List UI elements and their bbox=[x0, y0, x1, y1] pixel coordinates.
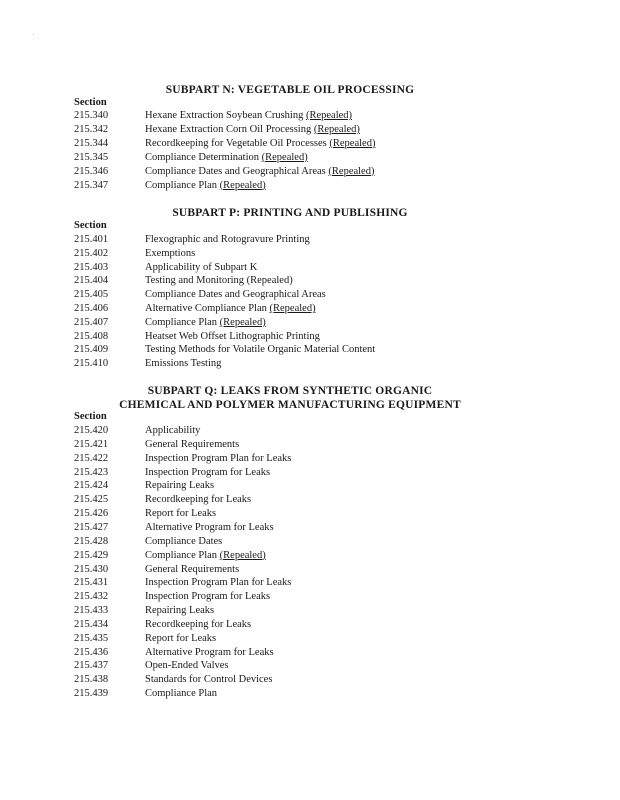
section-number: 215.424 bbox=[74, 480, 109, 492]
subpart-n-heading: SUBPART N: VEGETABLE OIL PROCESSING bbox=[165, 84, 415, 96]
section-title-text: Recordkeeping for Leaks bbox=[145, 494, 252, 506]
section-title bbox=[145, 247, 195, 261]
section-number: 215.409 bbox=[74, 344, 109, 356]
section-number: 215.402 bbox=[74, 247, 109, 259]
section-title-text: Hexane Extraction Corn Oil Processing bbox=[145, 123, 314, 135]
subpart-q-heading-line1: SUBPART Q: LEAKS FROM SYNTHETIC ORGANIC bbox=[147, 385, 433, 397]
repealed-status: (Repealed) bbox=[219, 179, 266, 191]
section-number: 215.421 bbox=[74, 438, 109, 450]
subpart-n-section-label: Section bbox=[74, 97, 107, 108]
section-title-text: Alternative Program for Leaks bbox=[145, 646, 274, 658]
section-title bbox=[145, 659, 229, 673]
section-title bbox=[145, 123, 360, 137]
section-number: 215.410 bbox=[74, 358, 109, 370]
scan-speck bbox=[33, 34, 34, 35]
section-number: 215.428 bbox=[74, 535, 109, 547]
subpart-q-heading-line2: CHEMICAL AND POLYMER MANUFACTURING EQUIPMENT bbox=[119, 399, 461, 411]
section-number: 215.435 bbox=[74, 632, 109, 644]
section-number: 215.431 bbox=[74, 577, 109, 589]
section-number: 215.345 bbox=[74, 151, 109, 163]
section-title bbox=[145, 452, 291, 466]
section-title-text: Inspection Program Plan for Leaks bbox=[145, 452, 292, 464]
section-number: 215.404 bbox=[74, 275, 109, 287]
repealed-status: (Repealed) bbox=[219, 316, 266, 328]
section-title-text: Applicability of Subpart K bbox=[145, 261, 258, 273]
section-title bbox=[145, 535, 222, 549]
section-title bbox=[145, 590, 270, 604]
section-number: 215.437 bbox=[74, 660, 109, 672]
section-number: 215.344 bbox=[74, 137, 109, 149]
section-title-text: Compliance Dates bbox=[145, 535, 223, 547]
section-title bbox=[145, 618, 251, 632]
section-title bbox=[145, 330, 320, 344]
section-title bbox=[145, 151, 308, 165]
section-title bbox=[145, 673, 272, 687]
section-title-text: Testing Methods for Volatile Organic Material Content bbox=[145, 344, 376, 356]
section-title-text: Inspection Program for Leaks bbox=[145, 466, 271, 478]
section-number: 215.347 bbox=[74, 179, 109, 191]
section-number: 215.434 bbox=[74, 618, 109, 630]
section-number: 215.436 bbox=[74, 646, 109, 658]
section-title bbox=[145, 563, 239, 577]
section-title-text: Standards for Control Devices bbox=[145, 674, 273, 686]
section-title bbox=[145, 646, 274, 660]
section-number: 215.423 bbox=[74, 466, 109, 478]
section-title bbox=[145, 274, 293, 288]
section-title-text: Heatset Web Offset Lithographic Printing bbox=[145, 330, 320, 342]
section-number: 215.406 bbox=[74, 303, 109, 314]
section-title-text: Compliance Dates and Geographical Areas bbox=[145, 289, 326, 301]
section-title-text: Compliance Plan bbox=[145, 179, 220, 191]
section-title-text: Compliance Plan bbox=[145, 688, 218, 700]
section-title bbox=[145, 261, 257, 275]
section-title bbox=[145, 302, 316, 316]
section-number: 215.403 bbox=[74, 261, 109, 273]
section-title bbox=[145, 233, 310, 247]
section-title-text: General Requirements bbox=[145, 438, 240, 450]
repealed-status: (Repealed) bbox=[219, 549, 266, 561]
section-title-text: Repairing Leaks bbox=[145, 605, 215, 617]
section-title bbox=[145, 493, 251, 507]
section-title-text: Compliance Plan bbox=[145, 316, 220, 328]
section-title bbox=[145, 343, 375, 357]
section-title-text: Compliance Determination bbox=[145, 151, 262, 163]
section-title-text: Testing and Monitoring (Repealed) bbox=[145, 275, 293, 287]
section-number: 215.426 bbox=[74, 508, 109, 520]
section-number: 215.346 bbox=[74, 165, 109, 177]
section-title bbox=[145, 165, 374, 179]
section-title-text: Compliance Plan bbox=[145, 549, 220, 561]
section-number: 215.425 bbox=[74, 494, 109, 506]
repealed-status: (Repealed) bbox=[305, 110, 353, 121]
section-title-text: Applicability bbox=[145, 425, 201, 436]
section-number: 215.422 bbox=[74, 452, 109, 464]
section-title bbox=[145, 179, 266, 193]
section-title-text: Exemptions bbox=[145, 247, 196, 259]
section-title-text: Alternative Program for Leaks bbox=[145, 521, 274, 533]
section-title-text: Repairing Leaks bbox=[145, 480, 215, 492]
section-title-text: Hexane Extraction Soybean Crushing bbox=[145, 110, 306, 121]
section-title bbox=[145, 507, 216, 521]
section-number: 215.432 bbox=[74, 591, 109, 603]
section-title-text: Report for Leaks bbox=[145, 632, 217, 644]
section-title bbox=[145, 424, 200, 438]
section-title-text: Recordkeeping for Vegetable Oil Processes bbox=[145, 137, 330, 149]
repealed-status: (Repealed) bbox=[329, 137, 376, 149]
section-title-text: Inspection Program for Leaks bbox=[145, 591, 271, 603]
section-number: 215.430 bbox=[74, 563, 109, 575]
section-title bbox=[145, 109, 352, 123]
subpart-p-section-label: Section bbox=[74, 220, 107, 231]
section-title bbox=[145, 357, 221, 371]
section-title bbox=[145, 316, 266, 330]
repealed-status: (Repealed) bbox=[328, 165, 375, 177]
section-title-text: Alternative Compliance Plan bbox=[145, 303, 270, 314]
section-title-text: Open-Ended Valves bbox=[145, 660, 229, 672]
section-number: 215.438 bbox=[74, 674, 109, 686]
section-title-text: Flexographic and Rotogravure Printing bbox=[145, 234, 310, 245]
repealed-status: (Repealed) bbox=[261, 151, 308, 163]
section-title bbox=[145, 137, 375, 151]
section-title bbox=[145, 687, 217, 701]
repealed-status: (Repealed) bbox=[269, 303, 316, 314]
section-title bbox=[145, 604, 214, 618]
section-title-text: Emissions Testing bbox=[145, 358, 222, 370]
section-title bbox=[145, 521, 274, 535]
section-title bbox=[145, 479, 214, 493]
section-title-text: Recordkeeping for Leaks bbox=[145, 618, 252, 630]
section-title bbox=[145, 438, 239, 452]
section-title-text: Compliance Dates and Geographical Areas bbox=[145, 165, 329, 177]
repealed-status: (Repealed) bbox=[313, 123, 360, 135]
section-title bbox=[145, 576, 291, 590]
section-number: 215.405 bbox=[74, 289, 109, 301]
section-number: 215.342 bbox=[74, 123, 109, 135]
section-number: 215.408 bbox=[74, 330, 109, 342]
section-title-text: General Requirements bbox=[145, 563, 240, 575]
section-number: 215.401 bbox=[74, 234, 109, 245]
subpart-q-section-label: Section bbox=[74, 411, 107, 422]
section-title bbox=[145, 466, 270, 480]
section-number: 215.433 bbox=[74, 605, 109, 617]
section-number: 215.407 bbox=[74, 316, 109, 328]
section-number: 215.429 bbox=[74, 549, 109, 561]
section-number: 215.439 bbox=[74, 688, 109, 700]
section-title bbox=[145, 632, 216, 646]
section-number: 215.340 bbox=[74, 110, 109, 121]
section-title bbox=[145, 549, 266, 563]
subpart-p-heading: SUBPART P: PRINTING AND PUBLISHING bbox=[172, 207, 408, 219]
section-number: 215.420 bbox=[74, 425, 109, 436]
section-number: 215.427 bbox=[74, 521, 109, 533]
section-title-text: Inspection Program Plan for Leaks bbox=[145, 577, 292, 589]
section-title-text: Report for Leaks bbox=[145, 508, 217, 520]
section-title bbox=[145, 288, 326, 302]
